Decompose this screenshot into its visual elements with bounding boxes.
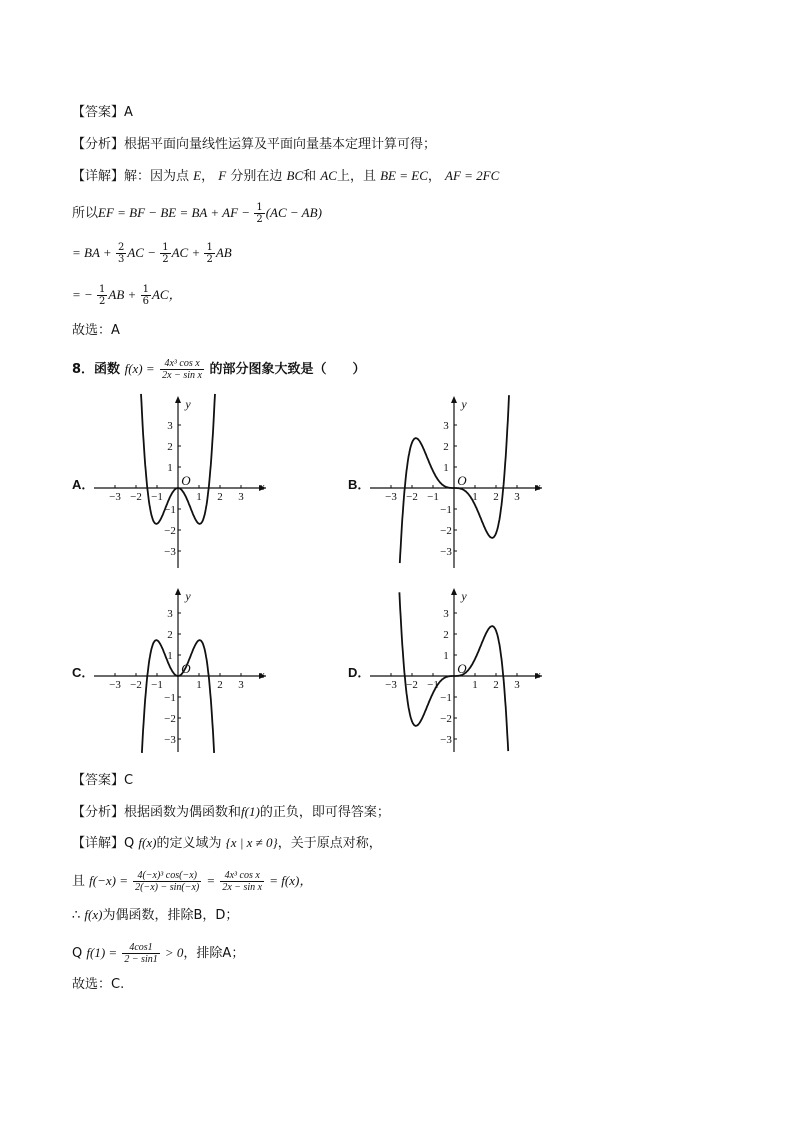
- fraction-numerator: 4x³ cos x: [220, 870, 264, 882]
- y-axis-arrow: [451, 396, 457, 403]
- detail-text: 分别在边: [230, 169, 283, 184]
- x-tick-label: −2: [406, 679, 418, 691]
- analysis-text: 根据平面向量线性运算及平面向量基本定理计算可得；: [124, 137, 437, 152]
- y-tick-label: 1: [167, 462, 173, 474]
- detail-text: ；: [225, 908, 239, 923]
- x-tick-label: 2: [217, 679, 223, 691]
- y-tick-label: −3: [164, 546, 176, 558]
- fraction-numerator: 4cos1: [122, 942, 159, 954]
- comma: ，: [427, 169, 441, 184]
- y-tick-label: −3: [164, 734, 176, 746]
- function-ref: f(−x) =: [89, 873, 128, 888]
- vector-expression: AC，: [151, 287, 182, 302]
- detail-text: 解：因为点: [124, 169, 190, 184]
- therefore-symbol: ∴: [72, 908, 81, 923]
- vector-expression: AB: [215, 245, 232, 260]
- x-tick-label: 2: [493, 679, 499, 691]
- x-tick-label: 2: [493, 491, 499, 503]
- function-ref: f(x): [84, 907, 103, 922]
- option-b-label[interactable]: B．: [348, 477, 371, 492]
- q8-detail-line-2: [72, 870, 312, 893]
- x-tick-label: 3: [514, 491, 520, 503]
- graph-option-c[interactable]: [88, 584, 274, 754]
- condition-1: BE = EC: [380, 168, 428, 183]
- side-bc: BC: [286, 168, 304, 183]
- detail-text: 且: [72, 874, 86, 889]
- analysis-text: 的正负，即可得答案；: [259, 805, 390, 820]
- y-axis-arrow: [175, 588, 181, 595]
- detail-text: 和: [303, 169, 317, 184]
- because-symbol: Q: [124, 836, 135, 851]
- q7-choose: [72, 322, 120, 340]
- q8-detail-line-4: [72, 942, 244, 965]
- fraction-numerator: 4(−x)³ cos(−x): [133, 870, 201, 882]
- y-tick-label: 1: [443, 462, 449, 474]
- result: = f(x)，: [269, 873, 313, 888]
- y-tick-label: −1: [440, 504, 452, 516]
- vector-expression: AC +: [171, 245, 204, 260]
- q7-step-2: = BA + $\frac{2}{3}$ AC − $\frac{1}{2}$ AC + $\frac{1}{2}$ AB: [72, 242, 232, 265]
- vector-expression: (AC − AB): [265, 205, 322, 220]
- excluded-options: B，D: [193, 908, 226, 923]
- y-axis-label: y: [461, 397, 467, 411]
- y-tick-label: −2: [440, 525, 452, 537]
- option-d-label[interactable]: D．: [348, 665, 371, 680]
- function-ref: f(x): [138, 835, 157, 850]
- answer-value: C: [124, 773, 134, 788]
- x-axis-label: x: [535, 481, 541, 493]
- detail-text: 为偶函数，排除: [102, 908, 194, 923]
- y-tick-label: 2: [167, 629, 173, 641]
- q8-detail-line-1: [72, 834, 382, 853]
- excluded-option: A: [222, 946, 232, 961]
- y-tick-label: 1: [167, 650, 173, 662]
- x-tick-label: −1: [427, 679, 439, 691]
- x-tick-label: −2: [406, 491, 418, 503]
- detail-text: ；: [231, 946, 245, 961]
- function-name: f(x) =: [124, 361, 155, 376]
- q8-choose: [72, 976, 124, 994]
- y-tick-label: −2: [440, 713, 452, 725]
- comma: ，: [201, 169, 215, 184]
- graph-option-b[interactable]: [364, 392, 550, 570]
- y-tick-label: −3: [440, 734, 452, 746]
- y-tick-label: 3: [167, 608, 173, 620]
- function-ref: f(1) =: [86, 945, 118, 960]
- choose-text: 故选：C.: [72, 977, 125, 992]
- x-axis-label: x: [259, 481, 265, 493]
- vector-expression: = −: [72, 287, 97, 302]
- detail-tag: 【详解】: [72, 169, 125, 184]
- origin-label: O: [181, 473, 191, 488]
- y-tick-label: −1: [164, 504, 176, 516]
- choose-text: 故选：A: [72, 323, 120, 338]
- x-tick-label: −1: [151, 679, 163, 691]
- q8-detail-line-3: [72, 906, 238, 925]
- x-tick-label: 1: [196, 491, 202, 503]
- x-tick-label: −1: [427, 491, 439, 503]
- q8-answer-line: [72, 772, 133, 790]
- analysis-tag: 【分析】: [72, 805, 125, 820]
- fraction-denominator: 2x − sin x: [222, 882, 263, 893]
- x-axis-label: x: [259, 669, 265, 681]
- option-a-label[interactable]: A．: [72, 477, 95, 492]
- option-c-label[interactable]: C．: [72, 665, 95, 680]
- y-tick-label: −2: [164, 525, 176, 537]
- origin-label: O: [181, 661, 191, 676]
- x-tick-label: 1: [472, 491, 478, 503]
- x-tick-label: 3: [514, 679, 520, 691]
- fraction-denominator: 2(−x) − sin(−x): [135, 882, 200, 893]
- y-tick-label: −1: [164, 692, 176, 704]
- condition-2: AF = 2FC: [445, 168, 500, 183]
- y-axis-arrow: [175, 396, 181, 403]
- vector-expression: AC −: [127, 245, 160, 260]
- x-tick-label: 1: [472, 679, 478, 691]
- x-tick-label: −2: [130, 679, 142, 691]
- q7-step-3: = − $\frac{1}{2}$ AB + $\frac{1}{6}$ AC，: [72, 284, 182, 307]
- graph-option-d[interactable]: [364, 584, 550, 754]
- equals-sign: =: [206, 873, 216, 888]
- vector-expression: = BA +: [72, 245, 115, 260]
- x-tick-label: 3: [238, 679, 244, 691]
- fraction-denominator: 2x − sin x: [162, 370, 202, 381]
- detail-text: ，排除: [183, 946, 223, 961]
- domain-set: {x | x ≠ 0}: [225, 835, 278, 850]
- because-symbol: Q: [72, 946, 83, 961]
- x-tick-label: −3: [109, 491, 121, 503]
- y-tick-label: −3: [440, 546, 452, 558]
- analysis-text: 根据函数为偶函数和: [124, 805, 242, 820]
- x-tick-label: 2: [217, 491, 223, 503]
- x-tick-label: −1: [151, 491, 163, 503]
- y-axis-label: y: [185, 589, 191, 603]
- y-tick-label: 3: [443, 420, 449, 432]
- origin-label: O: [457, 661, 467, 676]
- q8-stem: [72, 358, 366, 381]
- answer-value: A: [124, 105, 133, 120]
- point-f: F: [218, 168, 227, 183]
- y-axis-label: y: [185, 397, 191, 411]
- q7-step-1: 所以EF = BF − BE = BA + AF − $\frac{1}{2}$ (AC − AB): [72, 202, 322, 225]
- q7-analysis-line: [72, 136, 436, 154]
- q7-detail-line: [72, 167, 499, 186]
- answer-tag: 【答案】: [72, 105, 125, 120]
- y-tick-label: 2: [167, 441, 173, 453]
- x-axis-label: x: [535, 669, 541, 681]
- detail-text: 上，且: [336, 169, 376, 184]
- q7-answer-line: [72, 104, 133, 122]
- question-number: 8．函数: [72, 362, 121, 377]
- vector-expression: AB +: [108, 287, 140, 302]
- detail-text: 的定义域为: [156, 836, 222, 851]
- x-tick-label: −3: [109, 679, 121, 691]
- analysis-tag: 【分析】: [72, 137, 125, 152]
- inequality: > 0: [164, 945, 184, 960]
- fraction-denominator: 2 − sin1: [124, 954, 158, 965]
- so-text: 所以: [72, 206, 99, 221]
- y-tick-label: 3: [443, 608, 449, 620]
- y-axis-arrow: [451, 588, 457, 595]
- x-tick-label: 3: [238, 491, 244, 503]
- y-tick-label: −1: [440, 692, 452, 704]
- f-of-one: f(1): [241, 804, 260, 819]
- answer-tag: 【答案】: [72, 773, 125, 788]
- fraction-numerator: 4x³ cos x: [160, 358, 204, 370]
- detail-tag: 【详解】: [72, 836, 125, 851]
- x-tick-label: −3: [385, 679, 397, 691]
- point-e: E: [193, 168, 202, 183]
- graph-option-a[interactable]: [88, 392, 274, 570]
- q8-analysis-line: [72, 803, 390, 822]
- y-tick-label: 2: [443, 441, 449, 453]
- side-ac: AC: [320, 168, 337, 183]
- question-tail: 的部分图象大致是（ ）: [209, 362, 366, 377]
- x-tick-label: −3: [385, 491, 397, 503]
- y-tick-label: 2: [443, 629, 449, 641]
- y-axis-label: y: [461, 589, 467, 603]
- vector-expression: EF = BF − BE = BA + AF −: [98, 205, 254, 220]
- x-tick-label: −2: [130, 491, 142, 503]
- y-tick-label: 3: [167, 420, 173, 432]
- origin-label: O: [457, 473, 467, 488]
- x-tick-label: 1: [196, 679, 202, 691]
- y-tick-label: −2: [164, 713, 176, 725]
- y-tick-label: 1: [443, 650, 449, 662]
- detail-text: ，关于原点对称，: [277, 836, 382, 851]
